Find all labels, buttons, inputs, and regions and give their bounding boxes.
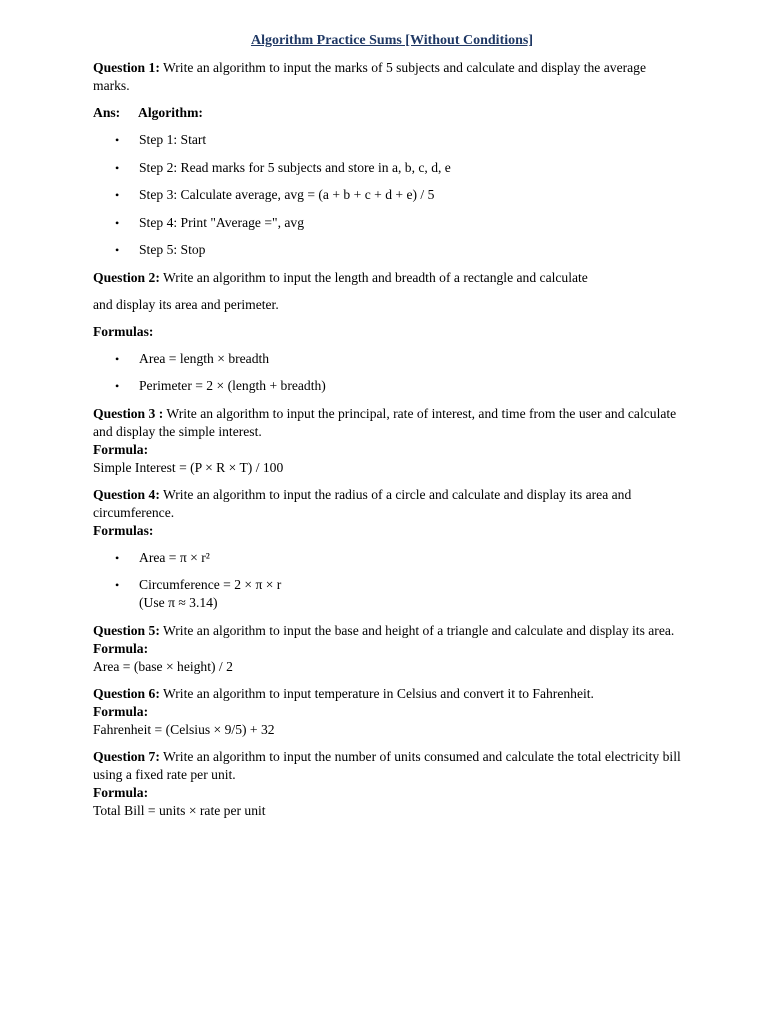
ans-label: Ans: [93, 105, 121, 120]
answer-heading [93, 104, 683, 122]
bullet-icon: • [115, 550, 120, 565]
formula-text: Simple Interest = (P × R × T) / 100 [93, 459, 284, 475]
step-text: Step 1: Start [139, 132, 207, 147]
question-2 [93, 269, 683, 287]
formula-text: Circumference = 2 × π × r [139, 577, 282, 592]
formula-text: Fahrenheit = (Celsius × 9/5) + 32 [93, 721, 275, 737]
question-2-continued: and display its area and perimeter. [93, 296, 279, 312]
bullet-icon: • [115, 215, 120, 230]
question-1 [93, 59, 683, 95]
formulas-list [93, 350, 683, 396]
bullet-icon: • [115, 160, 120, 175]
formula-label: Formula: [93, 640, 149, 656]
question-2-text: Write an algorithm to input the length and breadth of a rectangle and calculate [159, 269, 588, 285]
step-text: Step 4: Print "Average =", avg [139, 214, 304, 230]
step-text: Step 5: Stop [139, 242, 206, 257]
question-6-label: Question 6: [93, 685, 160, 701]
formula-text: Area = π × r² [139, 549, 210, 565]
bullet-icon: • [115, 188, 120, 202]
list-item [93, 377, 683, 395]
list-item [93, 131, 683, 149]
page-title: Algorithm Practice Sums [Without Conditions] [250, 33, 534, 48]
formulas-label: Formulas: [93, 323, 154, 339]
formula-label: Formula: [93, 703, 149, 719]
question-5-statement [93, 622, 683, 640]
question-1-label: Question 1: [93, 60, 160, 75]
bullet-icon: • [115, 133, 120, 147]
question-2-label: Question 2: [93, 269, 160, 285]
question-3 [93, 405, 683, 477]
question-7-statement [93, 748, 683, 784]
question-6-statement [93, 685, 683, 703]
list-item [93, 241, 683, 259]
list-item [93, 549, 683, 567]
bullet-icon: • [115, 351, 120, 366]
question-5-text: Write an algorithm to input the base and height of a triangle and calculate and display its area. [159, 622, 675, 638]
formulas-list [93, 549, 683, 613]
algorithm-steps-list [93, 131, 683, 259]
document-page [93, 32, 683, 829]
bullet-icon: • [115, 379, 120, 393]
formula-label: Formula: [93, 441, 149, 457]
question-3-statement [93, 405, 683, 441]
question-3-label: Question 3 : [93, 405, 164, 421]
formula-note: (Use π ≈ 3.14) [139, 595, 218, 610]
question-5-label: Question 5: [93, 622, 160, 638]
list-item [93, 214, 683, 232]
bullet-icon: • [115, 578, 120, 592]
list-item [93, 159, 683, 177]
question-4-statement [93, 486, 683, 522]
question-4-text: Write an algorithm to input the radius of a circle and calculate and display its area and circumference. [93, 486, 632, 520]
list-item [93, 186, 683, 204]
formula-text: Area = (base × height) / 2 [93, 658, 233, 674]
question-7 [93, 748, 683, 820]
formula-text: Total Bill = units × rate per unit [93, 802, 266, 818]
question-1-text: Write an algorithm to input the marks of 5 subjects and calculate and display the average marks. [93, 60, 646, 93]
formula-text: Perimeter = 2 × (length + breadth) [139, 378, 326, 393]
step-text: Step 3: Calculate average, avg = (a + b + c + d + e) / 5 [139, 187, 435, 202]
list-item [93, 350, 683, 368]
formula-label: Formula: [93, 784, 149, 800]
question-4 [93, 486, 683, 540]
formula-text: Area = length × breadth [139, 350, 270, 366]
bullet-icon: • [115, 243, 120, 257]
algorithm-label: Algorithm: [138, 105, 203, 120]
question-3-text: Write an algorithm to input the principal, rate of interest, and time from the user and calculate and display the simple interest. [93, 405, 677, 439]
step-text: Step 2: Read marks for 5 subjects and store in a, b, c, d, e [139, 159, 451, 175]
list-item [93, 576, 683, 612]
question-7-text: Write an algorithm to input the number of units consumed and calculate the total electricity bill using a fixed rate per unit. [93, 748, 681, 782]
question-4-label: Question 4: [93, 486, 160, 502]
question-6 [93, 685, 683, 739]
formulas-label: Formulas: [93, 522, 154, 538]
question-6-text: Write an algorithm to input temperature in Celsius and convert it to Fahrenheit. [159, 685, 594, 701]
question-7-label: Question 7: [93, 748, 160, 764]
question-5 [93, 622, 683, 676]
